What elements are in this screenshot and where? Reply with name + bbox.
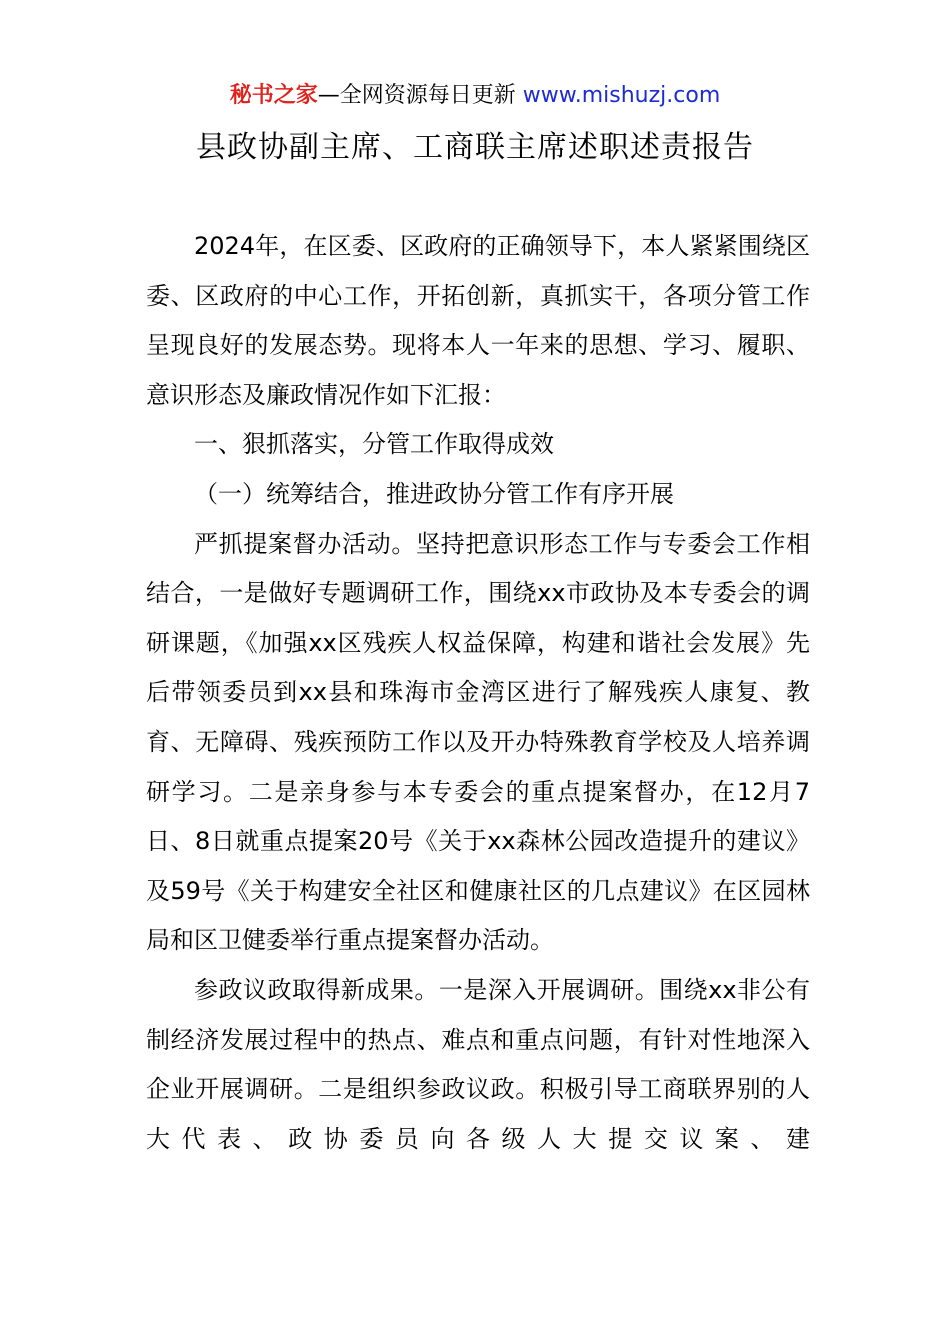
document-body [146,222,810,1164]
paragraph-intro: 2024年，在区委、区政府的正确领导下，本人紧紧围绕区委、区政府的中心工作，开拓创新，真抓实干，各项分管工作呈现良好的发展态势。现将本人一年来的思想、学习、履职、意识形态及廉政情况作如下汇报： [146,232,810,409]
paragraph-proposal-supervision: 严抓提案督办活动。坚持把意识形态工作与专委会工作相结合，一是做好专题调研工作，围绕xx市政协及本专委会的调研课题，《加强xx区残疾人权益保障，构建和谐社会发展》先后带领委员到xx县和珠海市金湾区进行了解残疾人康复、教育、无障碍、残疾预防工作以及开办特殊教育学校及人培养调研学习。二是亲身参与本专委会的重点提案督办，在12月7日、8日就重点提案20号《关于xx森林公园改造提升的建议》及59号《关于构建安全社区和健康社区的几点建议》在区园林局和区卫健委举行重点提案督办活动。 [146,529,810,955]
site-url-link[interactable]: www.mishuzj.com [522,83,721,108]
site-header [0,80,950,112]
brand-name: 秘书之家 [229,83,318,108]
section-heading-1: 一、狠抓落实，分管工作取得成效 [194,430,554,459]
subsection-heading-1: （一）统筹结合，推进政协分管工作有序开展 [194,479,674,508]
header-tagline: —全网资源每日更新 [317,83,516,108]
paragraph-political-participation: 参政议政取得新成果。一是深入开展调研。围绕xx非公有制经济发展过程中的热点、难点和重点问题，有针对性地深入企业开展调研。二是组织参政议政。积极引导工商联界别的人大代表、政协委员向各级人大提交议案、建 [146,975,810,1153]
document-title: 县政协副主席、工商联主席述职述责报告 [196,130,754,165]
